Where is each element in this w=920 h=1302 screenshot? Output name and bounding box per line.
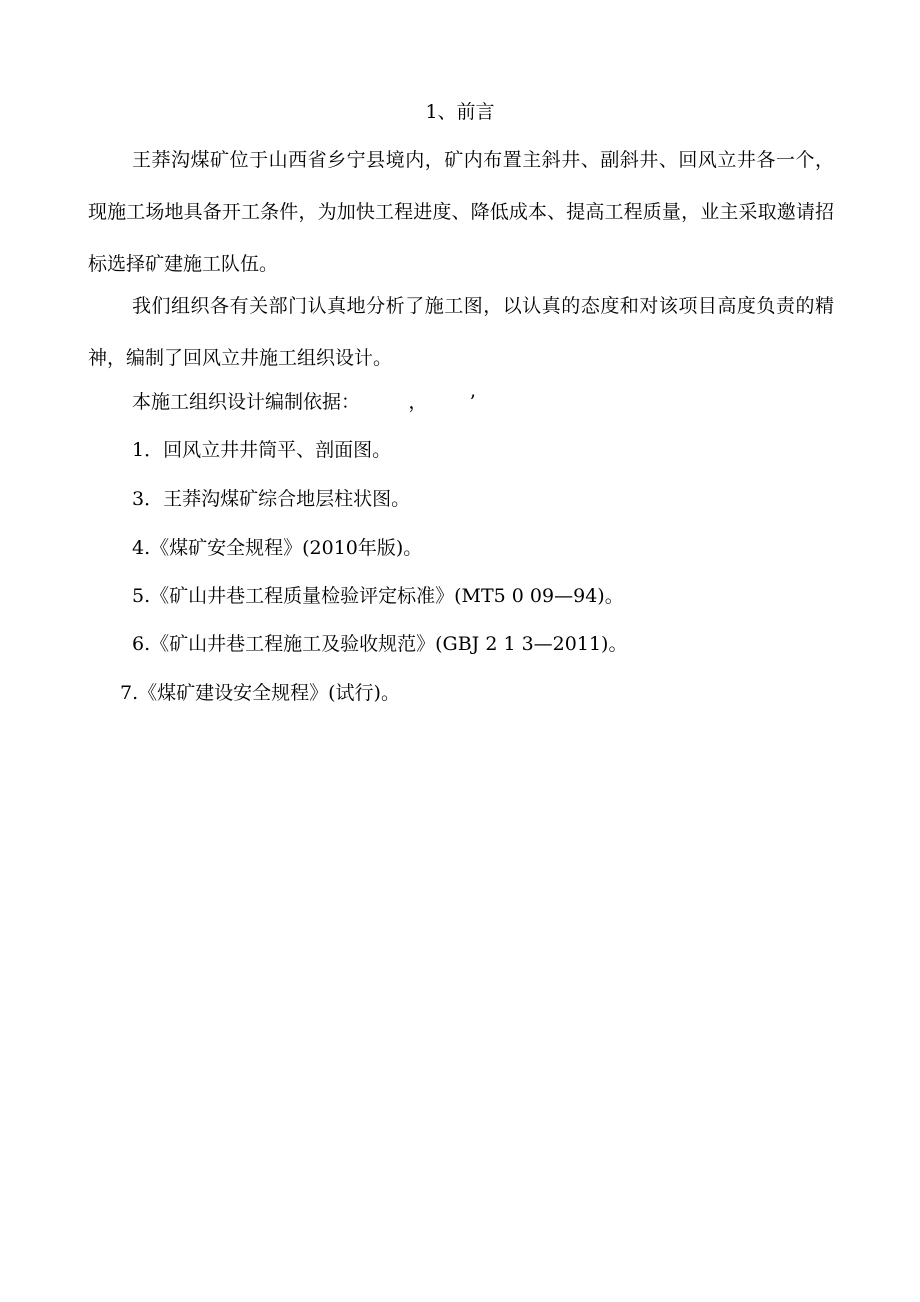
paragraph-design-statement: 我们组织各有关部门认真地分析了施工图，以认真的态度和对该项目高度负责的精神，编制了回风立井施工组织设计。 — [88, 295, 834, 369]
basis-item: 3．王莽沟煤矿综合地层柱状图。 — [132, 488, 411, 510]
basis-item: 6.《矿山井巷工程施工及验收规范》(GBJ 2 1 3—2011)。 — [132, 633, 628, 655]
section-heading: 1、前言 — [425, 101, 495, 123]
basis-item: 7.《煤矿建设安全规程》(试行)。 — [120, 682, 400, 704]
paragraph-project-overview: 王莽沟煤矿位于山西省乡宁县境内，矿内布置主斜井、副斜井、回风立井各一个，现施工场地具备开工条件，为加快工程进度、降低成本、提高工程质量，业主采取邀请招标选择矿建施工队伍。 — [88, 149, 834, 275]
basis-item: 1．回风立井井筒平、剖面图。 — [132, 439, 392, 461]
basis-item: 4.《煤矿安全规程》(2010年版)。 — [132, 537, 423, 559]
basis-intro: 本施工组织设计编制依据： ， ’ — [132, 391, 476, 413]
basis-item: 5.《矿山井巷工程质量检验评定标准》(MT5 0 09—94)。 — [132, 585, 624, 607]
